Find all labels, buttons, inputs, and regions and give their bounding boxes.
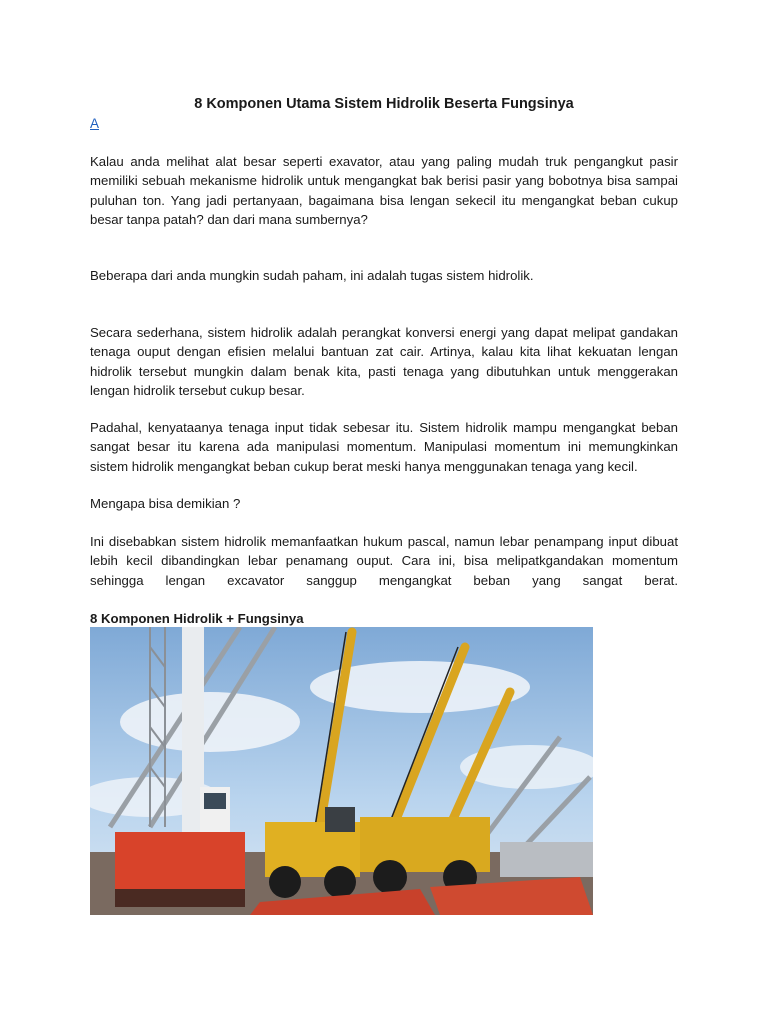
paragraph-definition: Secara sederhana, sistem hidrolik adalah perangkat konversi energi yang dapat melipat gandakan tenaga ouput dengan efisien melalui bantuan zat cair. Artinya, kalau kita lihat kekuatan lengan hidrolik tersebut mungkin dalam benak kita, pasti tenaga yang dibutuhkan untuk menggerakan lengan hidrolik tersebut cukup besar.: [90, 325, 678, 398]
wheel: [373, 860, 407, 894]
section-heading: 8 Komponen Hidrolik + Fungsinya: [90, 611, 304, 626]
document-title: 8 Komponen Utama Sistem Hidrolik Beserta Fungsinya: [194, 96, 574, 112]
paragraph-hydraulic-task: Beberapa dari anda mungkin sudah paham, ini adalah tugas sistem hidrolik.: [90, 268, 534, 283]
red-crane-body: [115, 832, 245, 892]
paragraph-pascal: Ini disebabkan sistem hidrolik memanfaatkan hukum pascal, namun lebar penampang input dibuat lebih kecil dibandingkan lebar penamang ouput. Cara ini, bisa melipatkgandakan momentum sehingga lengan excavator sanggup mengangkat beban yang sangat berat.: [90, 534, 678, 588]
wheel: [324, 866, 356, 898]
red-track: [115, 889, 245, 907]
author-link[interactable]: A: [90, 116, 100, 131]
wheel: [269, 866, 301, 898]
paragraph-intro: Kalau anda melihat alat besar seperti exavator, atau yang paling mudah truk pengangkut pasir memiliki sebuah mekanisme hidrolik untuk mengangkat bak berisi pasir yang bobotnya bisa sampai puluhan ton. Yang jadi pertanyaan, bagaimana bisa lengan sekecil itu mengangkat beban cukup besar tanpa patah? dan dari mana sumbernya?: [90, 154, 678, 227]
cab-window: [204, 793, 226, 809]
cranes-photo: [90, 627, 593, 915]
paragraph-momentum: Padahal, kenyataanya tenaga input tidak sebesar itu. Sistem hidrolik mampu mengangkat beban sangat besar itu karena ada manipulasi momentum. Manipulasi momentum ini memungkinkan sistem hidrolik mengangkat beban cukup berat meski hanya menggunakan tenaga yang kecil.: [90, 420, 678, 474]
paragraph-question: Mengapa bisa demikian ?: [90, 496, 241, 511]
grey-vehicle: [500, 842, 593, 877]
cloud: [120, 692, 300, 752]
cab: [325, 807, 355, 832]
